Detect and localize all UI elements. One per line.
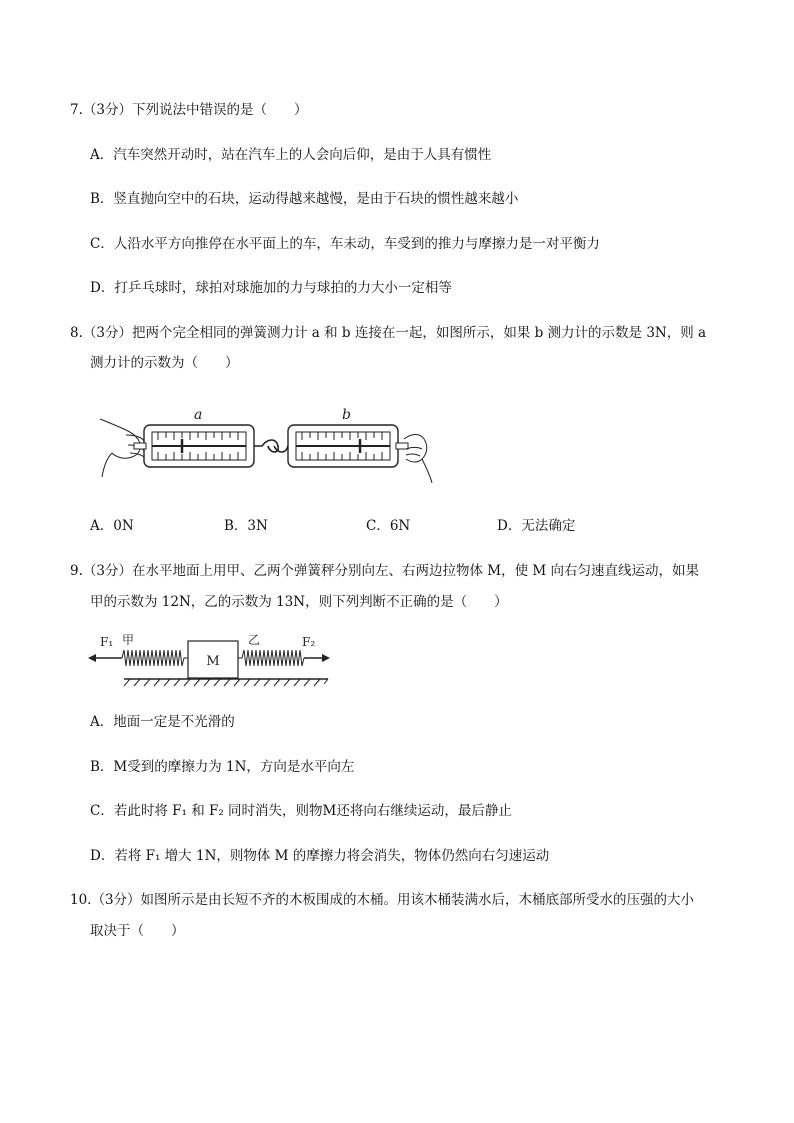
question-7-option-b: B．竖直抛向空中的石块，运动得越来越慢，是由于石块的惯性越来越小 [90,191,519,207]
f2-label: F₂ [302,635,316,649]
question-8-stem-line1: 8.（3分）把两个完全相同的弹簧测力计 a 和 b 连接在一起，如图所示，如果 b 测力计的示数是 3N，则 a [70,325,707,341]
question-8-stem-line2: 测力计的示数为（ ） [90,355,239,371]
question-9-stem-line1: 9.（3分）在水平地面上用甲、乙两个弹簧秤分别向左、右两边拉物体 M，使 M 向右匀速直线运动，如果 [70,563,699,579]
scale-a-label: a [194,407,203,423]
jia-label: 甲 [122,633,135,647]
ground-hatching [124,679,328,686]
yi-label: 乙 [248,633,261,647]
block-m-label: M [206,654,220,669]
question-7-option-a: A．汽车突然开动时，站在汽车上的人会向后仰，是由于人具有惯性 [90,147,492,163]
question-9-option-c: C．若此时将 F₁ 和 F₂ 同时消失，则物M还将向右继续运动，最后静止 [90,803,512,819]
question-7-stem: 7.（3分）下列说法中错误的是（ ） [70,102,308,118]
question-10-stem-line2: 取决于（ ） [90,923,185,939]
scale-b-label: b [342,407,351,423]
question-9-option-a: A．地面一定是不光滑的 [90,714,235,730]
question-8-option-b: B．3N [224,518,268,534]
right-hand-drawing [404,435,432,484]
spring-scale-b [288,425,408,467]
f1-arrowhead [88,654,96,662]
question-10-stem-line1: 10.（3分）如图所示是由长短不齐的木板围成的木桶。用该木桶装满水后，木桶底部所受水的压强的大小 [70,892,695,908]
question-7-option-d: D．打乒乓球时，球拍对球施加的力与球拍的力大小一定相等 [90,280,452,296]
question-8-option-c: C．6N [366,518,411,534]
f1-label: F₁ [100,635,114,649]
f2-arrowhead [322,654,330,662]
question-8-option-d: D．无法确定 [497,518,576,534]
block-springs-figure [86,628,336,690]
right-spring [238,650,304,666]
spring-scales-figure [98,405,434,485]
spring-scale-a [134,425,254,467]
question-8-option-a: A．0N [90,518,134,534]
question-9-option-d: D．若将 F₁ 增大 1N，则物体 M 的摩擦力将会消失，物体仍然向右匀速运动 [90,848,550,864]
question-7-option-c: C．人沿水平方向推停在水平面上的车，车未动，车受到的推力与摩擦力是一对平衡力 [90,236,600,252]
question-9-option-b: B．M受到的摩擦力为 1N，方向是水平向左 [90,759,355,775]
left-spring [122,650,188,666]
question-9-stem-line2: 甲的示数为 12N，乙的示数为 13N，则下列判断不正确的是（ ） [90,594,508,610]
